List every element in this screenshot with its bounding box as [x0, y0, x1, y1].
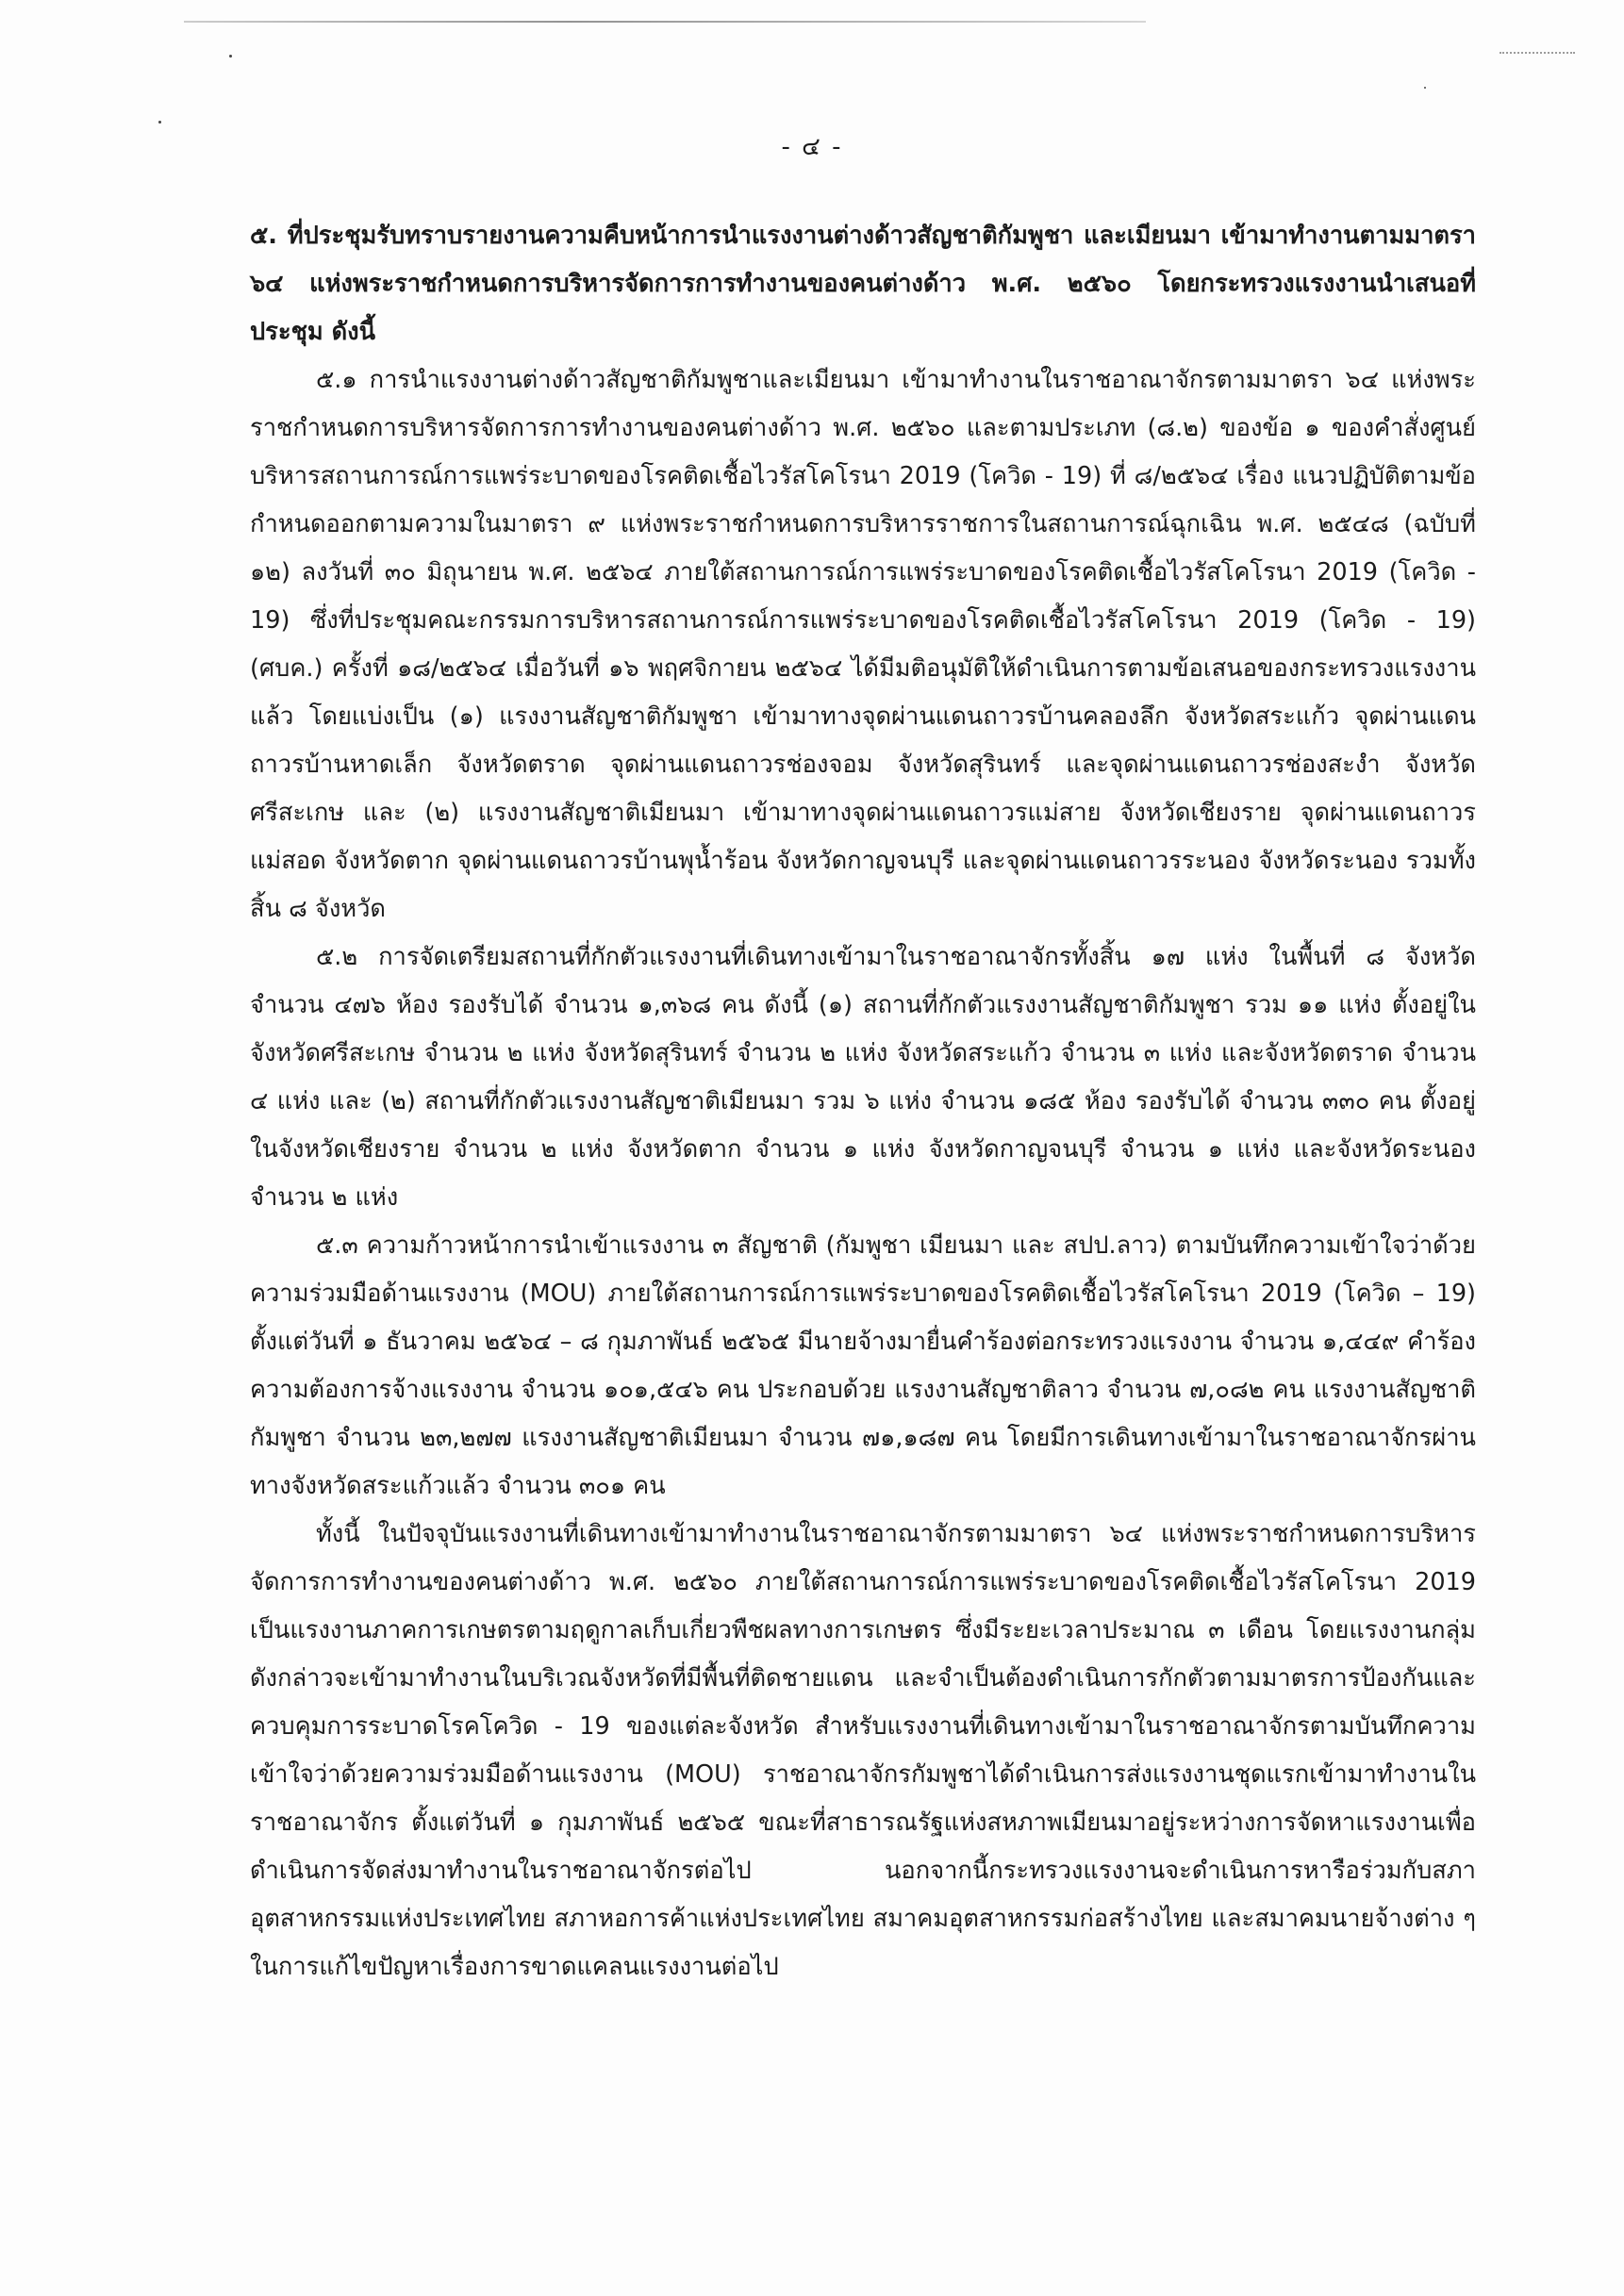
paragraph-agenda-5: ๕. ที่ประชุมรับทราบรายงานความคืบหน้าการนำแรงงานต่างด้าวสัญชาติกัมพูชา และเมียนมา เข้ามาทำงานตามมาตรา ๖๔ แห่งพระราชกำหนดการบริหารจัดการการทำงานของคนต่างด้าว พ.ศ. ๒๕๖๐ โดยกระทรวงแรงงานนำเสนอที่ประชุม ดังนี้: [250, 222, 1476, 346]
page-number: - ๔ -: [781, 133, 843, 161]
scan-speck: [158, 121, 161, 124]
scan-artifact-dots: [1500, 52, 1575, 56]
paragraph-summary: ทั้งนี้ ในปัจจุบันแรงงานที่เดินทางเข้ามาทำงานในราชอาณาจักรตามมาตรา ๖๔ แห่งพระราชกำหนดการบริหารจัดการการทำงานของคนต่างด้าว พ.ศ. ๒๕๖๐ ภายใต้สถานการณ์การแพร่ระบาดของโรคติดเชื้อไวรัสโคโรนา 2019 เป็นแรงงานภาคการเกษตรตามฤดูกาลเก็บเกี่ยวพืชผลทางการเกษตร ซึ่งมีระยะเวลาประมาณ ๓ เดือน โดยแรงงานกลุ่มดังกล่าวจะเข้ามาทำงานในบริเวณจังหวัดที่มีพื้นที่ติดชายแดน และจำเป็นต้องดำเนินการกักตัวตามมาตรการป้องกันและควบคุมการระบาดโรคโควิด - 19 ของแต่ละจังหวัด สำหรับแรงงานที่เดินทางเข้ามาในราชอาณาจักรตามบันทึกความเข้าใจว่าด้วยความร่วมมือด้านแรงงาน (MOU) ราชอาณาจักรกัมพูชาได้ดำเนินการส่งแรงงานชุดแรกเข้ามาทำงานในราชอาณาจักร ตั้งแต่วันที่ ๑ กุมภาพันธ์ ๒๕๖๕ ขณะที่สาธารณรัฐแห่งสหภาพเมียนมาอยู่ระหว่างการจัดหาแรงงานเพื่อดำเนินการจัดส่งมาทำงานในราชอาณาจักรต่อไป นอกจากนี้กระทรวงแรงงานจะดำเนินการหารือร่วมกับสภาอุตสาหกรรมแห่งประเทศไทย สภาหอการค้าแห่งประเทศไทย สมาคมอุตสาหกรรมก่อสร้างไทย และสมาคมนายจ้างต่าง ๆ ในการแก้ไขปัญหาเรื่องการขาดแคลนแรงงานต่อไป: [250, 1520, 1476, 1981]
document-body: [250, 212, 1476, 1991]
paragraph-5-1: ๕.๑ การนำแรงงานต่างด้าวสัญชาติกัมพูชาและเมียนมา เข้ามาทำงานในราชอาณาจักรตามมาตรา ๖๔ แห่งพระราชกำหนดการบริหารจัดการการทำงานของคนต่างด้าว พ.ศ. ๒๕๖๐ และตามประเภท (๘.๒) ของข้อ ๑ ของคำสั่งศูนย์บริหารสถานการณ์การแพร่ระบาดของโรคติดเชื้อไวรัสโคโรนา 2019 (โควิด - 19) ที่ ๘/๒๕๖๔ เรื่อง แนวปฏิบัติตามข้อกำหนดออกตามความในมาตรา ๙ แห่งพระราชกำหนดการบริหารราชการในสถานการณ์ฉุกเฉิน พ.ศ. ๒๕๔๘ (ฉบับที่ ๑๒) ลงวันที่ ๓๐ มิถุนายน พ.ศ. ๒๕๖๔ ภายใต้สถานการณ์การแพร่ระบาดของโรคติดเชื้อไวรัสโคโรนา 2019 (โควิด - 19) ซึ่งที่ประชุมคณะกรรมการบริหารสถานการณ์การแพร่ระบาดของโรคติดเชื้อไวรัสโคโรนา 2019 (โควิด - 19) (ศบค.) ครั้งที่ ๑๘/๒๕๖๔ เมื่อวันที่ ๑๖ พฤศจิกายน ๒๕๖๔ ได้มีมติอนุมัติให้ดำเนินการตามข้อเสนอของกระทรวงแรงงานแล้ว โดยแบ่งเป็น (๑) แรงงานสัญชาติกัมพูชา เข้ามาทางจุดผ่านแดนถาวรบ้านคลองลึก จังหวัดสระแก้ว จุดผ่านแดนถาวรบ้านหาดเล็ก จังหวัดตราด จุดผ่านแดนถาวรช่องจอม จังหวัดสุรินทร์ และจุดผ่านแดนถาวรช่องสะงำ จังหวัดศรีสะเกษ และ (๒) แรงงานสัญชาติเมียนมา เข้ามาทางจุดผ่านแดนถาวรแม่สาย จังหวัดเชียงราย จุดผ่านแดนถาวรแม่สอด จังหวัดตาก จุดผ่านแดนถาวรบ้านพุน้ำร้อน จังหวัดกาญจนบุรี และจุดผ่านแดนถาวรระนอง จังหวัดระนอง รวมทั้งสิ้น ๘ จังหวัด: [250, 366, 1476, 923]
scan-artifact-line: [184, 21, 1146, 23]
scan-speck: [229, 55, 232, 58]
paragraph-5-2: ๕.๒ การจัดเตรียมสถานที่กักตัวแรงงานที่เดินทางเข้ามาในราชอาณาจักรทั้งสิ้น ๑๗ แห่ง ในพื้นที่ ๘ จังหวัด จำนวน ๔๗๖ ห้อง รองรับได้ จำนวน ๑,๓๖๘ คน ดังนี้ (๑) สถานที่กักตัวแรงงานสัญชาติกัมพูชา รวม ๑๑ แห่ง ตั้งอยู่ในจังหวัดศรีสะเกษ จำนวน ๒ แห่ง จังหวัดสุรินทร์ จำนวน ๒ แห่ง จังหวัดสระแก้ว จำนวน ๓ แห่ง และจังหวัดตราด จำนวน ๔ แห่ง และ (๒) สถานที่กักตัวแรงงานสัญชาติเมียนมา รวม ๖ แห่ง จำนวน ๑๘๕ ห้อง รองรับได้ จำนวน ๓๓๐ คน ตั้งอยู่ในจังหวัดเชียงราย จำนวน ๒ แห่ง จังหวัดตาก จำนวน ๑ แห่ง จังหวัดกาญจนบุรี จำนวน ๑ แห่ง และจังหวัดระนอง จำนวน ๒ แห่ง: [250, 943, 1476, 1212]
scan-speck: [1424, 87, 1426, 89]
paragraph-5-3: ๕.๓ ความก้าวหน้าการนำเข้าแรงงาน ๓ สัญชาติ (กัมพูชา เมียนมา และ สปป.ลาว) ตามบันทึกความเข้าใจว่าด้วยความร่วมมือด้านแรงงาน (MOU) ภายใต้สถานการณ์การแพร่ระบาดของโรคติดเชื้อไวรัสโคโรนา 2019 (โควิด – 19) ตั้งแต่วันที่ ๑ ธันวาคม ๒๕๖๔ – ๘ กุมภาพันธ์ ๒๕๖๕ มีนายจ้างมายื่นคำร้องต่อกระทรวงแรงงาน จำนวน ๑,๔๔๙ คำร้อง ความต้องการจ้างแรงงาน จำนวน ๑๐๑,๕๔๖ คน ประกอบด้วย แรงงานสัญชาติลาว จำนวน ๗,๐๘๒ คน แรงงานสัญชาติกัมพูชา จำนวน ๒๓,๒๗๗ แรงงานสัญชาติเมียนมา จำนวน ๗๑,๑๘๗ คน โดยมีการเดินทางเข้ามาในราชอาณาจักรผ่านทางจังหวัดสระแก้วแล้ว จำนวน ๓๐๑ คน: [250, 1231, 1476, 1500]
